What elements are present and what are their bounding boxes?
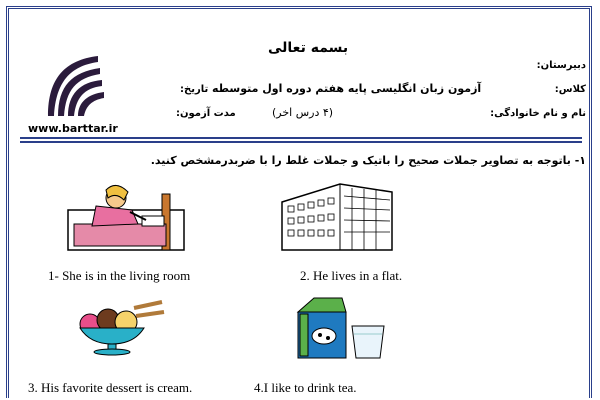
lessons-note: (۴ درس اخر) <box>272 106 334 119</box>
girl-bed-image <box>66 180 186 252</box>
milk-carton-image <box>290 296 390 362</box>
name-label: نام و نام خانوادگی: <box>490 108 586 119</box>
question-item-4: 4.I like to drink tea. <box>254 380 357 395</box>
header-divider <box>20 141 582 143</box>
question-item-2: 2. He lives in a flat. <box>300 268 403 283</box>
question-item-1: 1- She is in the living room <box>48 268 191 283</box>
teacher-label: دبیرستان: <box>536 60 586 71</box>
page-title: بسمه تعالی <box>268 40 349 56</box>
duration-label: مدت آزمون: <box>176 108 236 119</box>
ice-cream-image <box>74 298 170 356</box>
apartment-building-image <box>280 182 394 252</box>
question-instruction: ۱- باتوجه به تصاویر جملات صحیح را باتیک و جملات غلط را با ضربدرمشخص کنید. <box>150 154 586 167</box>
logo-icon <box>30 48 110 120</box>
question-item-3: 3. His favorite dessert is cream. <box>28 380 193 395</box>
header-divider <box>20 137 582 139</box>
date-label: تاریخ: <box>180 84 209 95</box>
class-label: کلاس: <box>554 84 586 95</box>
exam-title: آزمون زبان انگلیسی پایه هفتم دوره اول متوسطه <box>212 82 482 95</box>
website-url[interactable]: www.barttar.ir <box>28 122 118 135</box>
